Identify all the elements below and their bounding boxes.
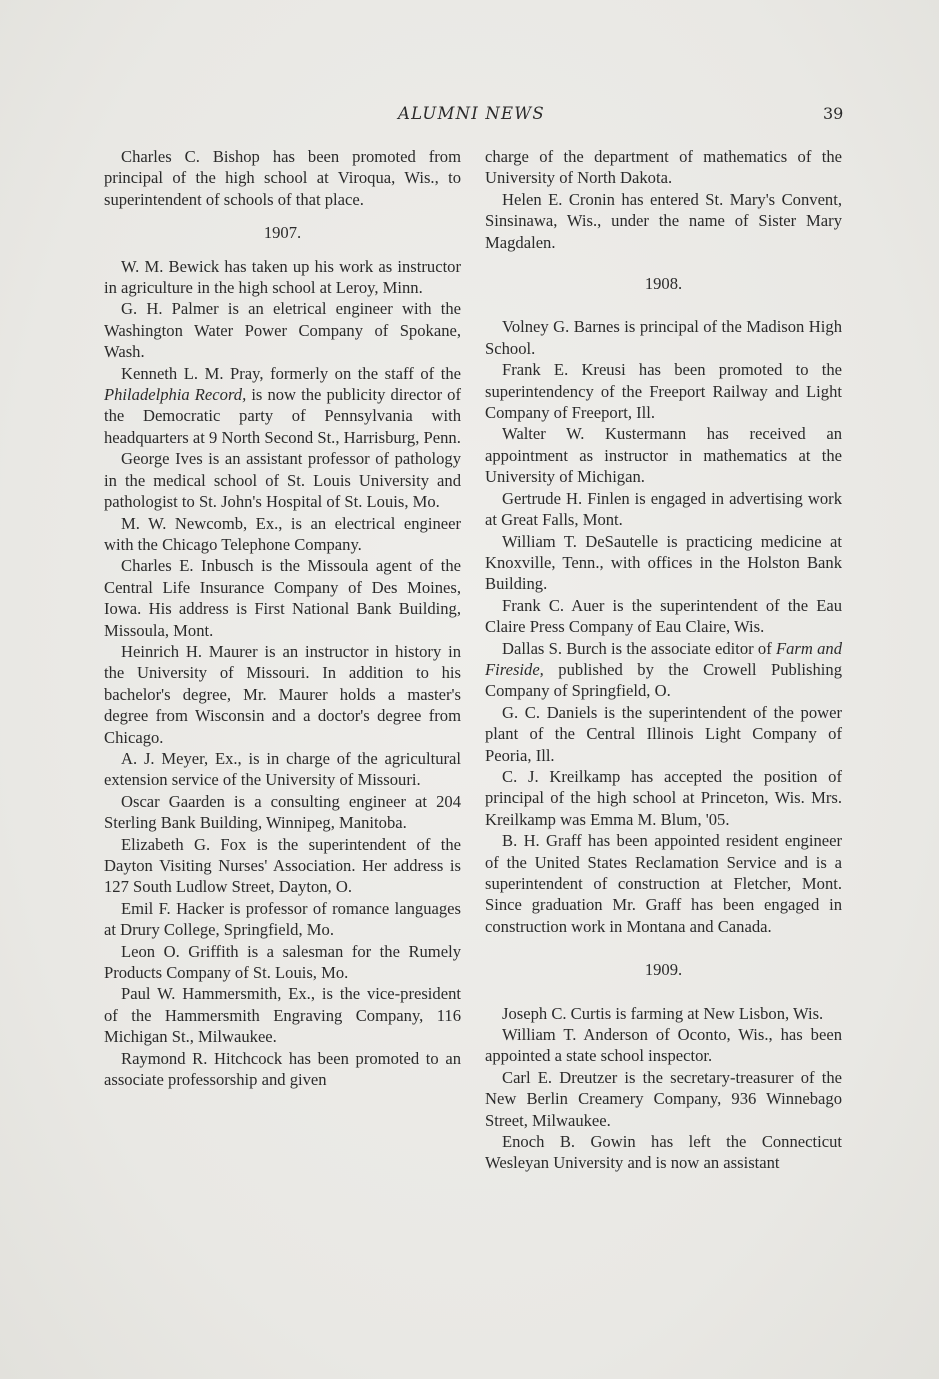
- paragraph: G. C. Daniels is the superintendent of the power plant of the Central Illinois Light Company of Peoria, Ill.: [485, 702, 842, 765]
- paragraph: [485, 638, 842, 702]
- paragraph: Emil F. Hacker is professor of romance languages at Drury College, Springfield, Mo.: [104, 898, 461, 940]
- paragraph: Charles C. Bishop has been promoted from principal of the high school at Viroqua, Wis., to superintendent of schools of that place.: [104, 147, 461, 209]
- paragraph: Elizabeth G. Fox is the superintendent of the Dayton Visiting Nurses' Association. Her address is 127 South Ludlow Street, Dayton, O.: [104, 834, 461, 897]
- running-head: ALUMNI NEWS: [398, 104, 545, 123]
- paragraph-text: Kenneth L. M. Pray, formerly on the staff of the: [121, 363, 461, 383]
- paragraph: A. J. Meyer, Ex., is in charge of the agricultural extension service of the University of Missouri.: [104, 748, 461, 790]
- paragraph: Charles E. Inbusch is the Missoula agent of the Central Life Insurance Company of Des Moines, Iowa. His address is First National Bank Building, Missoula, Mont.: [104, 556, 461, 640]
- paragraph: B. H. Graff has been appointed resident engineer of the United States Reclamation Service and is a superintendent of construction at Fletcher, Mont. Since graduation Mr. Graff has been engaged in construction work in Montana and Canada.: [485, 831, 842, 936]
- paragraph-text: Dallas S. Burch is the associate editor of: [502, 638, 776, 658]
- paragraph: Walter W. Kustermann has received an appointment as instructor in mathematics at the University of Michigan.: [485, 424, 842, 487]
- paragraph: Enoch B. Gowin has left the Connecticut Wesleyan University and is now an assistant: [485, 1132, 842, 1173]
- page-number: 39: [823, 104, 844, 123]
- paragraph: Frank E. Kreusi has been promoted to the superintendency of the Freeport Railway and Light Company of Freeport, Ill.: [485, 360, 842, 423]
- year-heading-1908: 1908.: [644, 274, 683, 294]
- paragraph: George Ives is an assistant professor of pathology in the medical school of St. Louis University and pathologist to St. John's Hospital of St. Louis, Mo.: [104, 449, 461, 512]
- paragraph: William T. Anderson of Oconto, Wis., has been appointed a state school inspector.: [485, 1025, 842, 1066]
- paragraph: Oscar Gaarden is a consulting engineer at 204 Sterling Bank Building, Winnipeg, Manitoba.: [104, 791, 461, 833]
- paragraph: charge of the department of mathematics of the University of North Dakota.: [485, 147, 842, 188]
- paragraph: G. H. Palmer is an eletrical engineer with the Washington Water Power Company of Spokane, Wash.: [104, 299, 461, 362]
- publication-title: Philadelphia Record,: [104, 385, 247, 405]
- paragraph: Leon O. Griffith is a salesman for the Rumely Products Company of St. Louis, Mo.: [104, 941, 461, 983]
- paragraph: Carl E. Dreutzer is the secretary-treasurer of the New Berlin Creamery Company, 936 Winnebago Street, Milwaukee.: [485, 1067, 842, 1130]
- paragraph: Frank C. Auer is the superintendent of the Eau Claire Press Company of Eau Claire, Wis.: [485, 595, 842, 637]
- paragraph: W. M. Bewick has taken up his work as instructor in agriculture in the high school at Leroy, Minn.: [104, 256, 461, 298]
- paragraph: Heinrich H. Maurer is an instructor in history in the University of Missouri. In addition to his bachelor's degree, Mr. Maurer holds a master's degree from Wisconsin and a doctor's degree from Chicago.: [104, 641, 461, 747]
- year-heading-1907: 1907.: [263, 223, 302, 243]
- paragraph-text: published by the Crowell Publishing Company of Springfield, O.: [485, 659, 842, 701]
- paragraph: [104, 363, 461, 449]
- year-heading-1909: 1909.: [644, 960, 683, 980]
- publication-title: Farm and Fireside,: [485, 638, 842, 679]
- paragraph: C. J. Kreilkamp has accepted the position of principal of the high school at Princeton, Wis. Mrs. Kreilkamp was Emma M. Blum, '05.: [485, 766, 842, 829]
- right-column: [485, 146, 842, 1174]
- paragraph: M. W. Newcomb, Ex., is an electrical engineer with the Chicago Telephone Company.: [104, 513, 461, 554]
- left-column: [104, 146, 461, 1090]
- paragraph: Raymond R. Hitchcock has been promoted to an associate professorship and given: [104, 1048, 461, 1090]
- paragraph: Helen E. Cronin has entered St. Mary's Convent, Sinsinawa, Wis., under the name of Sister Mary Magdalen.: [485, 189, 842, 252]
- paragraph: Paul W. Hammersmith, Ex., is the vice-president of the Hammersmith Engraving Company, 116 Michigan St., Milwaukee.: [104, 984, 461, 1047]
- paragraph-text: is now the publicity director of the Democratic party of Pennsylvania with headquarters at 9 North Second St., Harrisburg, Penn.: [104, 385, 461, 447]
- paragraph: Volney G. Barnes is principal of the Madison High School.: [485, 317, 842, 358]
- paragraph: Gertrude H. Finlen is engaged in advertising work at Great Falls, Mont.: [485, 488, 842, 530]
- paragraph: William T. DeSautelle is practicing medicine at Knoxville, Tenn., with offices in the Holston Bank Building.: [485, 531, 842, 594]
- paragraph: Joseph C. Curtis is farming at New Lisbon, Wis.: [502, 1003, 824, 1023]
- page-header: [0, 104, 939, 126]
